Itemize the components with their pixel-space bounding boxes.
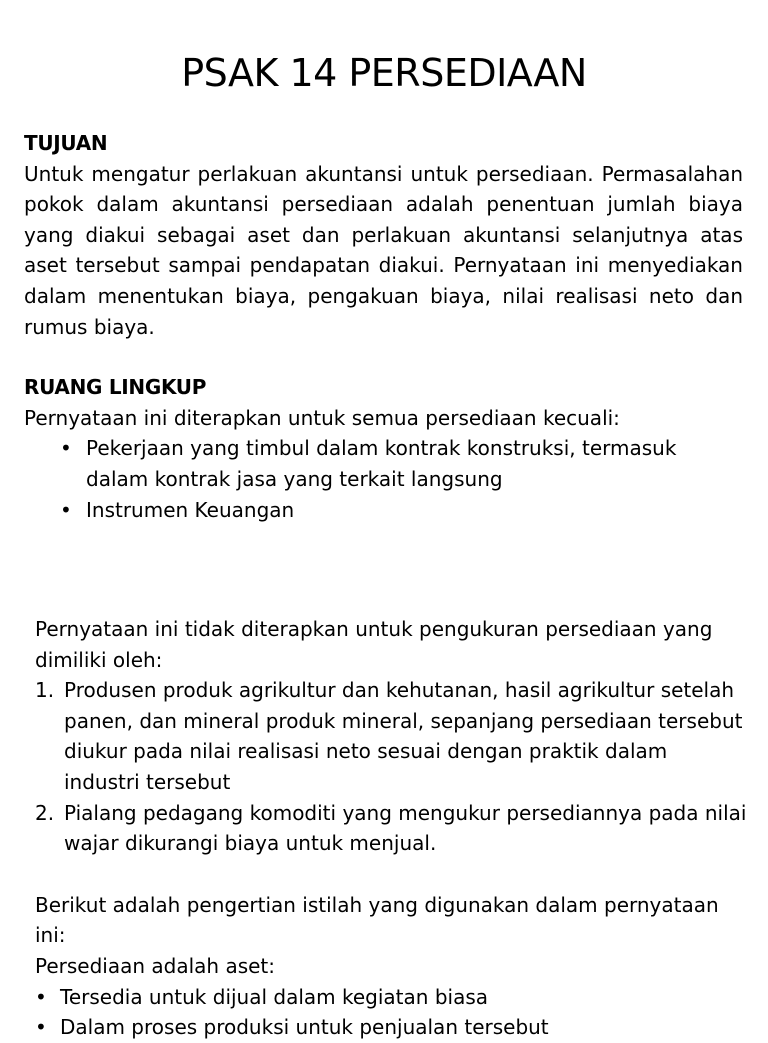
list-number: 2. (35, 800, 55, 825)
bullet-icon: • (60, 436, 72, 461)
pengertian-intro: Berikut adalah pengertian istilah yang digunakan dalam pernyataan ini: (35, 892, 719, 948)
list-item (24, 433, 743, 494)
definition-text: Persediaan adalah aset: (35, 953, 276, 978)
definition-list (35, 982, 747, 1043)
measurement-and-definitions-section (35, 614, 747, 1043)
list-item (24, 495, 743, 526)
section-spacer (35, 859, 747, 890)
measurement-exception-list (35, 675, 747, 859)
bullet-icon: • (35, 984, 47, 1009)
ruang-lingkup-intro: Pernyataan ini diterapkan untuk semua persediaan kecuali: (24, 405, 620, 430)
tujuan-paragraph: Untuk mengatur perlakuan akuntansi untuk persediaan. Permasalahan pokok dalam akuntansi persediaan adalah penentuan jumlah biaya yang diakui sebagai aset dan perlakuan akuntansi selanjutnya atas aset tersebut sampai pendapatan diakui. Pernyataan ini menyediakan dalam menentukan biaya, pengakuan biaya, nilai realisasi neto dan rumus biaya. (24, 161, 743, 339)
exclusion-list (24, 433, 743, 525)
pengukuran-intro: Pernyataan ini tidak diterapkan untuk pengukuran persediaan yang dimiliki oleh: (35, 617, 713, 672)
bullet-icon: • (35, 1015, 47, 1040)
list-item-text: Dalam proses produksi untuk penjualan tersebut (60, 1015, 549, 1040)
objective-and-scope-section (24, 128, 743, 525)
ruang-lingkup-heading: RUANG LINGKUP (24, 375, 207, 400)
list-number: 1. (35, 678, 55, 703)
section-spacer (24, 342, 743, 372)
tujuan-heading: TUJUAN (24, 131, 108, 155)
page-title: PSAK 14 PERSEDIAAN (181, 51, 587, 95)
list-item-text: Pialang pedagang komoditi yang mengukur persediannya pada nilai wajar dikurangi biaya untuk menjual. (64, 800, 747, 856)
list-item (35, 1012, 747, 1043)
list-item-text: Produsen produk agrikultur dan kehutanan, hasil agrikultur setelah panen, dan mineral produk mineral, sepanjang persediaan tersebut diukur pada nilai realisasi neto sesuai dengan praktik dalam industri tersebut (64, 678, 743, 794)
list-item-text: Pekerjaan yang timbul dalam kontrak konstruksi, termasuk dalam kontrak jasa yang terkait langsung (86, 436, 677, 491)
list-item-text: Instrumen Keuangan (86, 497, 295, 522)
list-item (35, 982, 747, 1013)
bullet-icon: • (60, 497, 72, 522)
list-item-text: Tersedia untuk dijual dalam kegiatan biasa (60, 984, 488, 1009)
list-item (35, 798, 747, 859)
list-item (35, 675, 747, 797)
